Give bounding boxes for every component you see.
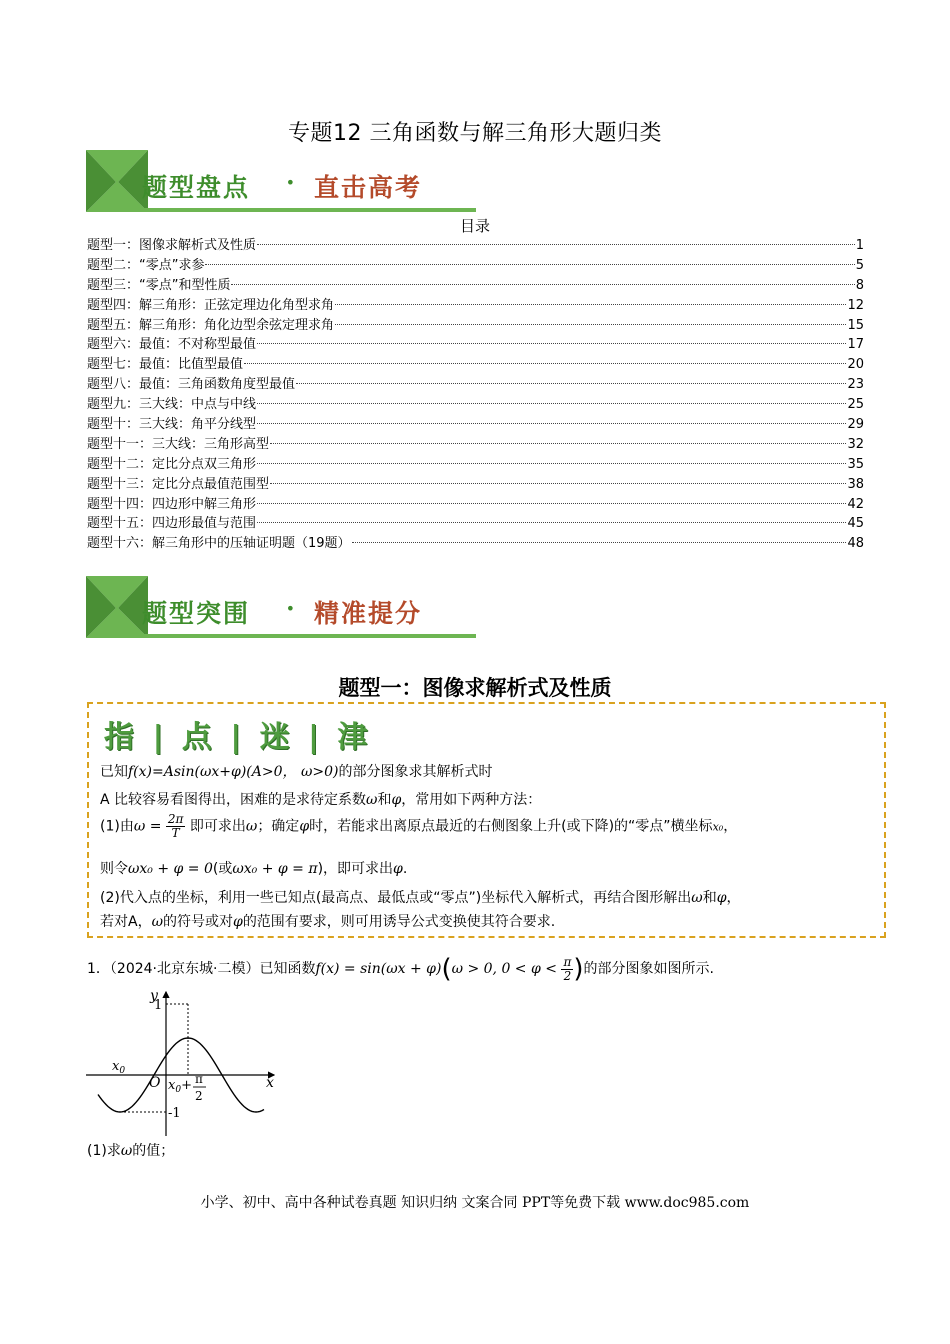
toc-item[interactable] xyxy=(87,316,864,336)
toc-item[interactable] xyxy=(87,415,864,435)
fraction-2pi-over-T: $\frac{2\pi}{T}$ xyxy=(167,812,184,840)
banner-breakthrough-left: 题型突围 xyxy=(142,599,251,628)
toc-item-page[interactable]: 38 xyxy=(847,476,864,492)
tip-line-5: (2)代入点的坐标，利用一些已知点(最高点、最低点或“零点”)坐标代入解析式，再结合图形解出ω和φ， xyxy=(100,890,741,906)
toc-heading: 目录 xyxy=(459,217,490,235)
banner-overview-right: 直击高考 xyxy=(314,173,423,202)
toc-item[interactable] xyxy=(87,534,864,554)
origin-label: O xyxy=(149,1075,161,1091)
toc-leader-dots xyxy=(244,363,846,364)
banner-breakthrough-right: 精准提分 xyxy=(314,599,423,628)
toc-item-page[interactable]: 12 xyxy=(847,297,864,313)
toc-item-label[interactable]: 题型三：“零点”和型性质 xyxy=(87,277,231,293)
toc-item-label[interactable]: 题型十六：解三角形中的压轴证明题（19题） xyxy=(87,536,351,552)
right-paren: ) xyxy=(573,954,584,984)
toc-item-label[interactable]: 题型七：最值：比值型最值 xyxy=(87,357,244,373)
section-title: 题型一：图像求解析式及性质 xyxy=(338,676,612,700)
toc-item-page[interactable]: 17 xyxy=(847,337,864,353)
fraction-pi-over-2: $\frac{\pi}{2}$ xyxy=(563,954,572,983)
toc-item[interactable] xyxy=(87,475,864,495)
pi-over-2-den: 2 xyxy=(195,1089,203,1103)
toc-item-label[interactable]: 题型一：图像求解析式及性质 xyxy=(87,238,257,253)
toc-leader-dots xyxy=(270,483,846,484)
toc-leader-dots xyxy=(335,304,846,305)
x0-label: $x_0$ xyxy=(112,1059,126,1076)
toc-leader-dots xyxy=(257,403,846,404)
banner-overview-left: 题型盘点 xyxy=(142,173,251,202)
banner-overview xyxy=(86,150,476,216)
toc-item-page[interactable]: 20 xyxy=(847,357,864,373)
toc-item[interactable] xyxy=(87,514,864,534)
toc-leader-dots xyxy=(296,383,846,384)
toc-item[interactable] xyxy=(87,276,864,296)
toc-leader-dots xyxy=(335,324,846,325)
toc-item-page[interactable]: 45 xyxy=(847,516,864,532)
left-paren: ( xyxy=(441,954,452,984)
toc-leader-dots xyxy=(231,284,854,285)
toc-item[interactable] xyxy=(87,495,864,515)
toc-item-page[interactable]: 42 xyxy=(847,496,864,512)
question-1-stem: 1．（2024·北京东城·二模）已知函数f(x) = sin(ωx + φ)(ω > 0, 0 < φ < $\frac{\pi}{2}$ )的部分图象如图所示. xyxy=(87,954,714,984)
tip-line-6: 若对A，ω的符号或对φ的范围有要求，则可用诱导公式变换使其符合要求. xyxy=(100,914,556,930)
toc-item-page[interactable]: 8 xyxy=(855,277,864,293)
toc-item[interactable] xyxy=(87,375,864,395)
y-label: y xyxy=(150,988,158,1004)
toc-item-label[interactable]: 题型六：最值：不对称型最值 xyxy=(87,337,257,353)
question-1-part-1: (1)求ω的值； xyxy=(87,1143,175,1159)
page-footer: 小学、初中、高中各种试卷真题 知识归纳 文案合同 PPT等免费下载 www.doc985.com xyxy=(200,1195,750,1211)
toc-leader-dots xyxy=(352,542,847,543)
toc-item[interactable] xyxy=(87,455,864,475)
toc-leader-dots xyxy=(257,244,855,245)
toc-leader-dots xyxy=(257,503,846,504)
toc-leader-dots xyxy=(270,443,846,444)
toc-item[interactable] xyxy=(87,236,864,256)
toc-item[interactable] xyxy=(87,395,864,415)
toc-leader-dots xyxy=(205,264,854,265)
tip-line-1: 已知f(x)=Asin(ωx+φ)(A>0， ω>0)的部分图象求其解析式时 xyxy=(100,764,493,780)
toc-item-label[interactable]: 题型十：三大线：角平分线型 xyxy=(87,417,257,433)
toc-item-page[interactable]: 35 xyxy=(847,456,864,472)
tip-line-2: A 比较容易看图得出，困难的是求待定系数ω和φ，常用如下两种方法： xyxy=(100,792,542,808)
toc-leader-dots xyxy=(257,522,846,523)
toc-item[interactable] xyxy=(87,355,864,375)
toc-leader-dots xyxy=(257,343,846,344)
toc-item[interactable] xyxy=(87,256,864,276)
x0-plus-pi-label: $x_0+$ xyxy=(168,1078,192,1095)
toc-item-label[interactable]: 题型九：三大线：中点与中线 xyxy=(87,397,257,413)
tip-line-4: 则令ωx₀ + φ = 0(或ωx₀ + φ = π)，即可求出φ. xyxy=(100,861,408,877)
banner-breakthrough-dot: · xyxy=(286,594,297,623)
toc-item-label[interactable]: 题型十五：四边形最值与范围 xyxy=(87,516,257,532)
sine-graph xyxy=(86,986,278,1138)
page-title: 专题12 三角函数与解三角形大题归类 xyxy=(288,121,662,146)
toc-item-label[interactable]: 题型十二：定比分点双三角形 xyxy=(87,456,257,472)
toc-item-label[interactable]: 题型二：“零点”求参 xyxy=(87,257,205,273)
toc-item-page[interactable]: 23 xyxy=(847,377,864,393)
toc-item[interactable] xyxy=(87,296,864,316)
table-of-contents xyxy=(87,236,864,554)
toc-item-label[interactable]: 题型八：最值：三角函数角度型最值 xyxy=(87,377,296,393)
toc-item-page[interactable]: 15 xyxy=(847,317,864,333)
toc-leader-dots xyxy=(257,423,846,424)
banner-breakthrough xyxy=(86,576,476,642)
x-label: x xyxy=(266,1075,274,1091)
toc-item-page[interactable]: 5 xyxy=(855,257,864,273)
toc-item-page[interactable]: 1 xyxy=(855,238,864,253)
toc-item-label[interactable]: 题型五：解三角形：角化边型余弦定理求角 xyxy=(87,317,335,333)
toc-leader-dots xyxy=(257,463,846,464)
tip-line-3: (1)由ω = $\frac{2\pi}{T}$ 即可求出ω；确定φ时，若能求出离原点最近的右侧图象上升(或下降)的“零点”横坐标x₀， xyxy=(100,812,738,840)
toc-item[interactable] xyxy=(87,435,864,455)
toc-item-page[interactable]: 25 xyxy=(847,397,864,413)
pi-over-2-num: π xyxy=(195,1072,203,1086)
toc-item-label[interactable]: 题型十四：四边形中解三角形 xyxy=(87,496,257,512)
toc-item-label[interactable]: 题型十三：定比分点最值范围型 xyxy=(87,476,270,492)
tip-title: 指 | 点 | 迷 | 津 xyxy=(104,720,372,755)
toc-item-label[interactable]: 题型十一：三大线：三角形高型 xyxy=(87,436,270,452)
toc-item-page[interactable]: 48 xyxy=(847,536,864,552)
toc-item[interactable] xyxy=(87,335,864,355)
tick-neg-one: -1 xyxy=(168,1106,181,1121)
toc-item-page[interactable]: 32 xyxy=(847,436,864,452)
banner-overview-dot: · xyxy=(286,168,297,197)
tick-one: 1 xyxy=(154,998,163,1013)
toc-item-page[interactable]: 29 xyxy=(847,417,864,433)
toc-item-label[interactable]: 题型四：解三角形：正弦定理边化角型求角 xyxy=(87,297,335,313)
